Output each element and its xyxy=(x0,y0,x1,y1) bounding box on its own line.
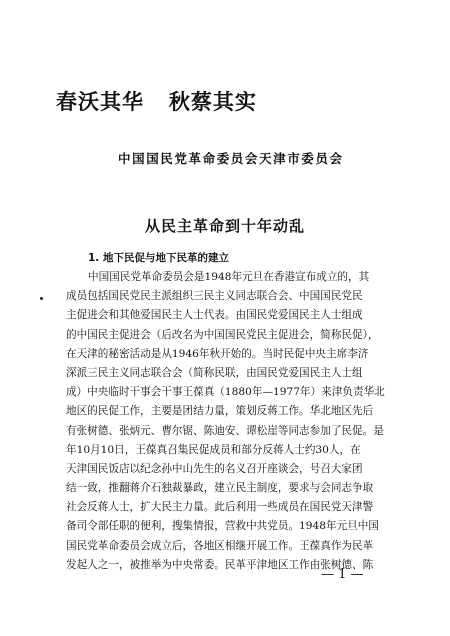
body-line: 地区的民促工作，主要是团结力量，策划反蒋工作。华北地区先后 xyxy=(66,405,374,418)
body-line: 发起人之一，被推举为中央常委。民革平津地区工作由张树德、陈 xyxy=(66,558,374,571)
stray-dot-mark xyxy=(40,297,43,300)
body-line: 国民党革命委员会成立后，各地区相继开展工作。王葆真作为民革 xyxy=(66,539,374,552)
section-heading: 1. 地下民促与地下民革的建立 xyxy=(88,252,229,264)
body-line: 深派三民主义同志联合会（简称民联，由国民党爱国民主人士组 xyxy=(66,366,363,379)
body-line: 的中国民主促进会（后改名为中国国民党民主促进会，简称民促）， xyxy=(66,328,379,341)
body-line: 成员包括国民党民主派组织三民主义同志联合会、中国国民党民 xyxy=(66,290,363,303)
body-line: 成）中央临时干事会干事王葆真（1880年—1977年）来津负责华北 xyxy=(66,386,385,399)
body-line: 年10月10日，王葆真召集民促成员和部分反蒋人士约30人，在 xyxy=(66,443,361,456)
book-title: 春沃其华 秋蔡其实 xyxy=(56,90,257,114)
body-line: 结一致，推翻蒋介石独裁暴政，建立民主制度，要求与会同志争取 xyxy=(66,482,374,495)
body-line: 备司令部任职的便利，搜集情报，营救中共党员。1948年元旦中国 xyxy=(66,520,379,533)
body-line: 有张树德、张炳元、曹尔锯、陈迪安、谭松崖等同志参加了民促。是 xyxy=(66,424,384,437)
body-line: 中国国民党革命委员会是1948年元旦在香港宣布成立的，其 xyxy=(88,271,370,283)
body-line: 在天津的秘密活动是从1946年秋开始的。当时民促中央主席李济 xyxy=(66,347,369,360)
body-line: 主促进会和其他爱国民主人士代表。由国民党爱国民主人士组成 xyxy=(66,309,363,322)
page-number: — 1 — xyxy=(321,567,364,582)
body-line: 社会反蒋人士，扩大民主力量。此后利用一些成员在国民党天津警 xyxy=(66,501,374,514)
body-line: 天津国民饭店以纪念孙中山先生的名义召开座谈会，号召大家团 xyxy=(66,462,363,475)
chapter-title: 从民主革命到十年动乱 xyxy=(144,217,305,235)
body-text xyxy=(66,268,396,575)
author-organization: 中国国民党革命委员会天津市委员会 xyxy=(118,151,344,166)
